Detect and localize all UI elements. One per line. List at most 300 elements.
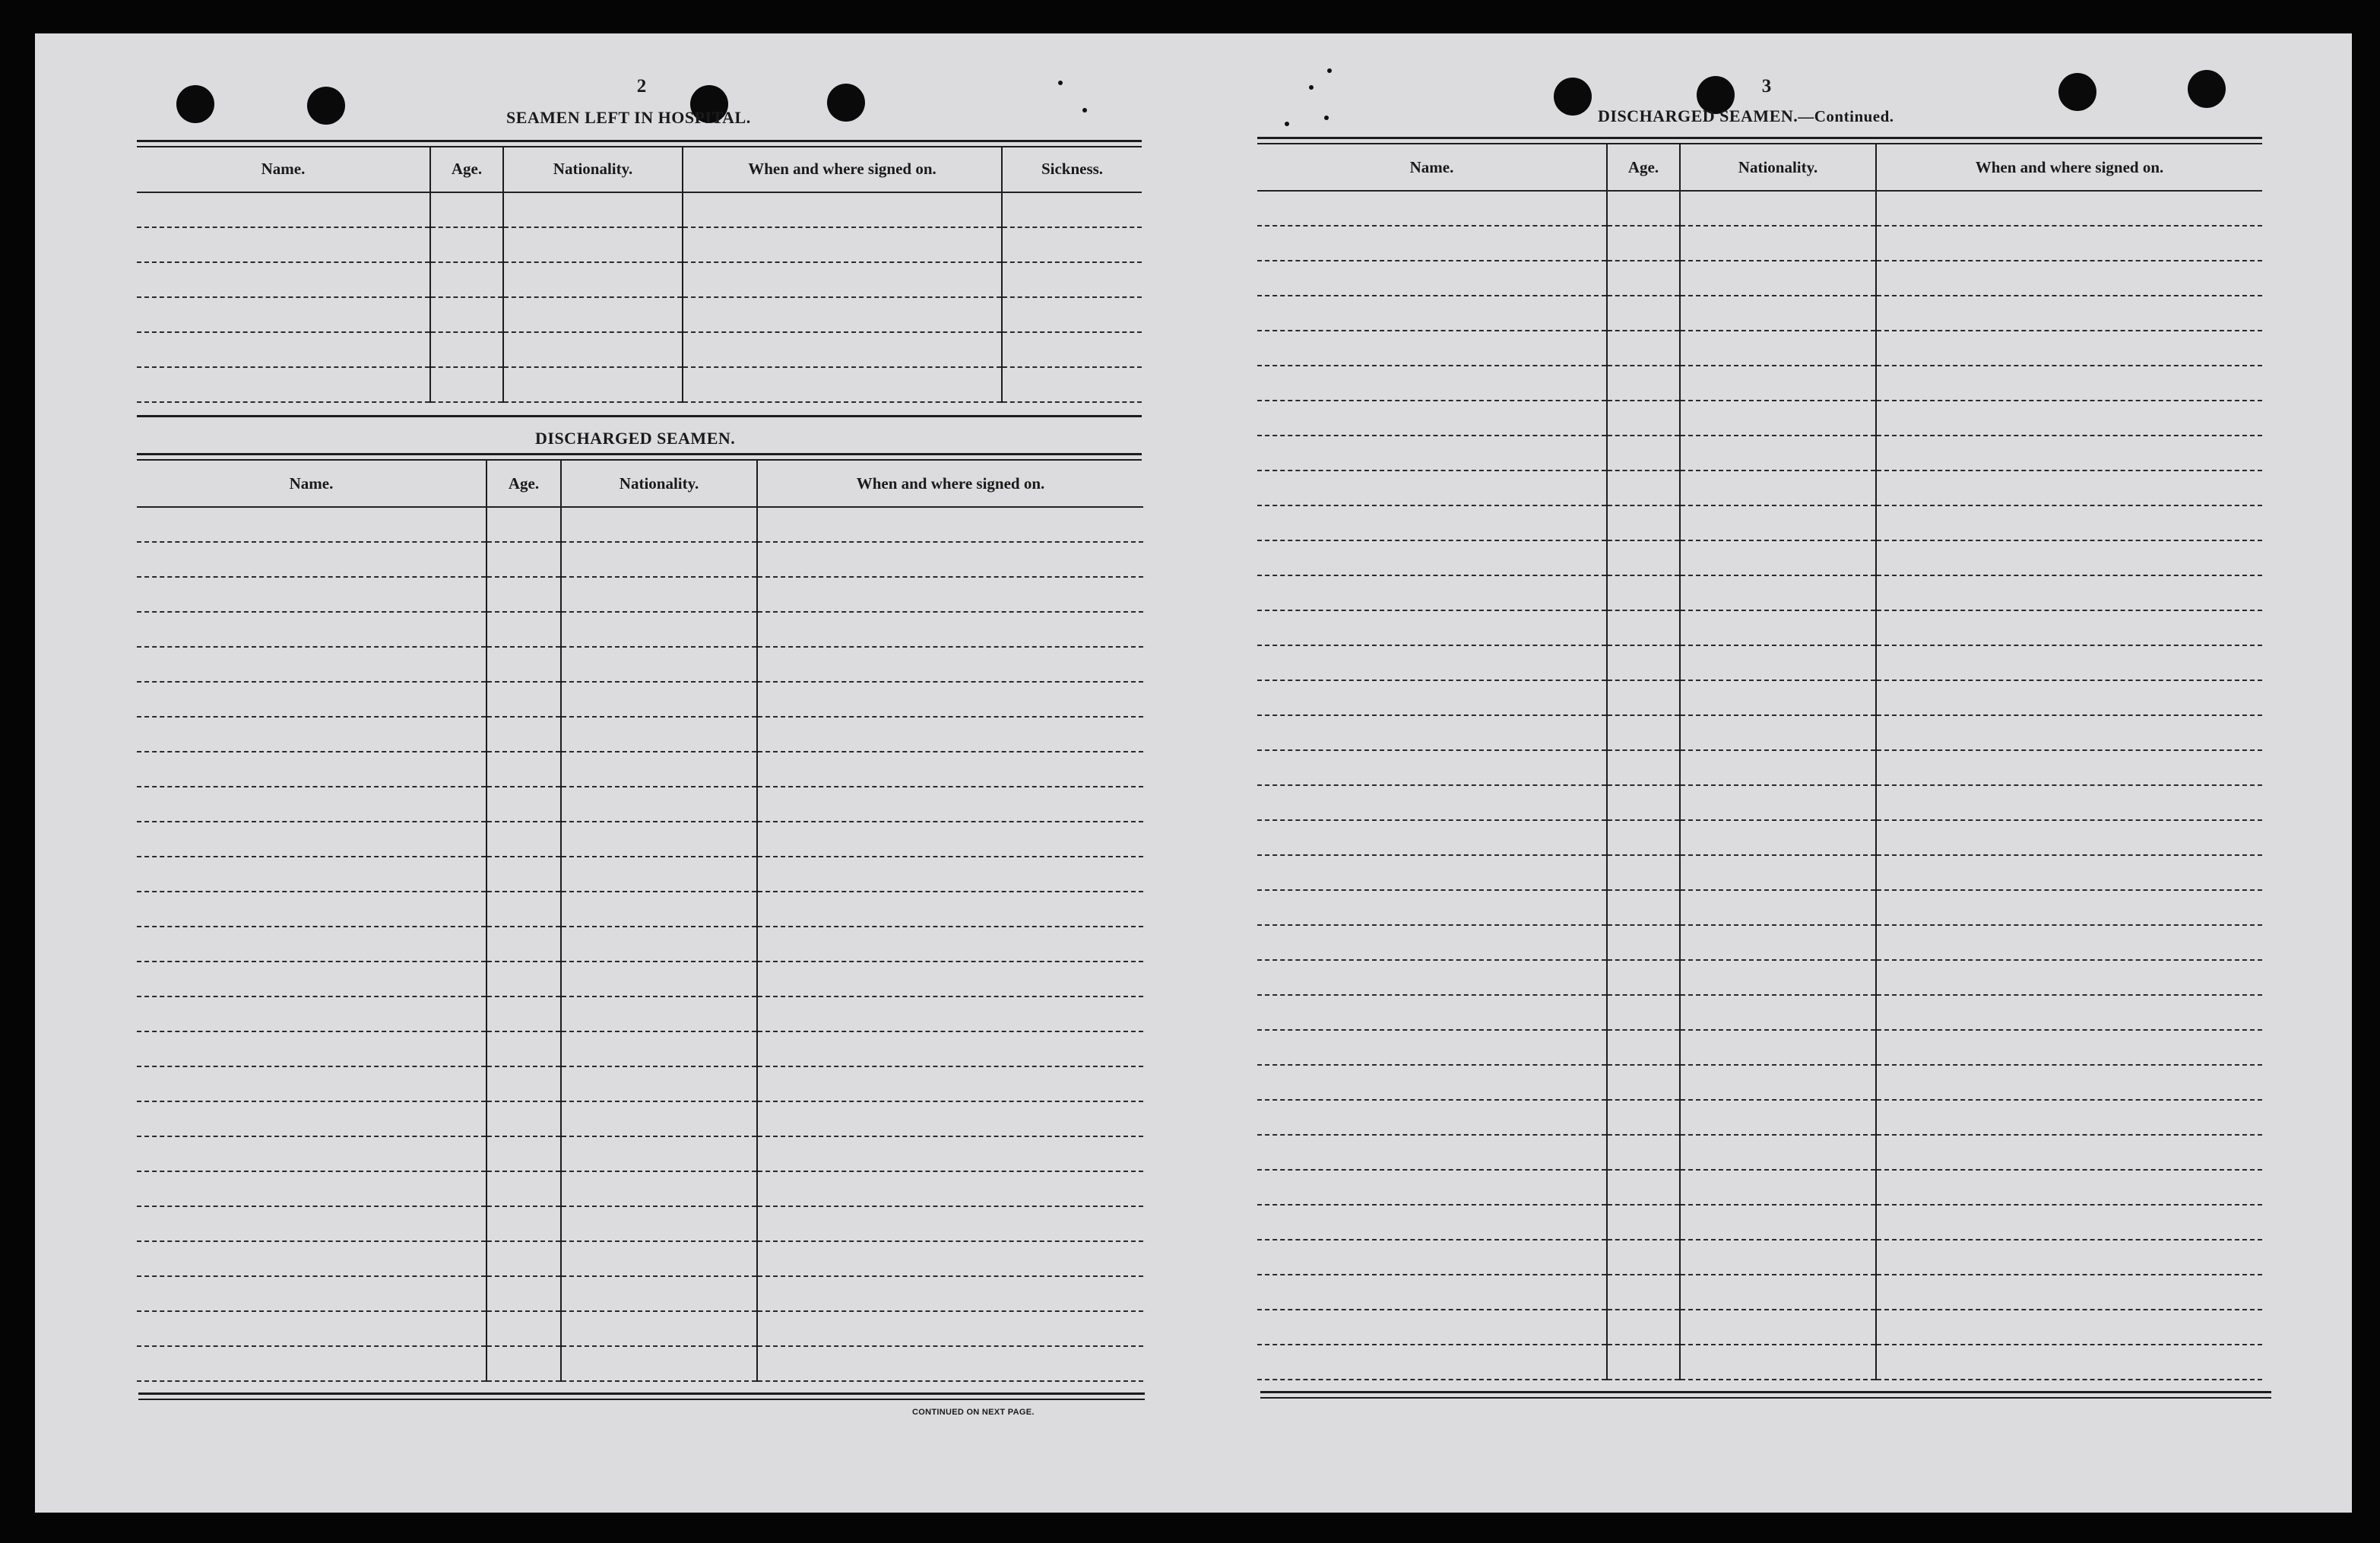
table-cell[interactable] [137, 927, 486, 962]
table-cell[interactable] [137, 542, 486, 577]
section-rule [137, 415, 1142, 417]
table-cell[interactable] [683, 332, 1002, 367]
table-cell[interactable] [1876, 925, 2262, 960]
continued-note: CONTINUED ON NEXT PAGE. [912, 1408, 1035, 1417]
table-cell[interactable] [137, 577, 486, 612]
table-cell[interactable] [561, 1241, 757, 1276]
table-cell[interactable] [1257, 645, 1607, 680]
table-cell[interactable] [1257, 715, 1607, 750]
table-cell[interactable] [1257, 960, 1607, 995]
table-cell[interactable] [503, 227, 683, 262]
punch-hole [176, 85, 214, 123]
table-cell[interactable] [561, 507, 757, 542]
table-cell[interactable] [1876, 1275, 2262, 1310]
table-cell[interactable] [503, 367, 683, 402]
table-row [1257, 191, 2262, 226]
table-cell[interactable] [486, 1206, 561, 1241]
column-header: Name. [1257, 144, 1607, 191]
table-cell[interactable] [1002, 192, 1142, 227]
table-cell[interactable] [561, 1171, 757, 1206]
table-cell[interactable] [1680, 1170, 1876, 1205]
table-cell[interactable] [1607, 1030, 1680, 1065]
table-row [1257, 1170, 2262, 1205]
table-cell[interactable] [137, 1276, 486, 1311]
table-cell[interactable] [1680, 610, 1876, 645]
table-cell[interactable] [486, 1346, 561, 1381]
table-cell[interactable] [137, 1346, 486, 1381]
table-cell[interactable] [1002, 332, 1142, 367]
table-cell[interactable] [561, 542, 757, 577]
table-cell[interactable] [1607, 505, 1680, 540]
table-cell[interactable] [1680, 1205, 1876, 1240]
table-cell[interactable] [1607, 226, 1680, 261]
table-cell[interactable] [1680, 366, 1876, 401]
table-cell[interactable] [1876, 855, 2262, 890]
table-cell[interactable] [1876, 540, 2262, 575]
table-cell[interactable] [561, 647, 757, 682]
table-cell[interactable] [1680, 505, 1876, 540]
table-cell[interactable] [757, 1136, 1143, 1171]
table-cell[interactable] [757, 647, 1143, 682]
table-cell[interactable] [503, 262, 683, 297]
table-cell[interactable] [561, 996, 757, 1031]
table-cell[interactable] [486, 542, 561, 577]
table-cell[interactable] [1680, 1065, 1876, 1100]
table-cell[interactable] [1680, 1030, 1876, 1065]
table-cell[interactable] [561, 822, 757, 857]
table-cell[interactable] [137, 192, 430, 227]
table-cell[interactable] [1257, 995, 1607, 1030]
table-cell[interactable] [757, 962, 1143, 996]
table-cell[interactable] [757, 1206, 1143, 1241]
table-cell[interactable] [137, 612, 486, 647]
table-cell[interactable] [757, 717, 1143, 752]
table-cell[interactable] [1257, 331, 1607, 366]
table-cell[interactable] [1607, 750, 1680, 785]
table-cell[interactable] [1257, 1240, 1607, 1275]
table-cell[interactable] [1876, 750, 2262, 785]
punch-hole [1554, 78, 1592, 116]
table-cell[interactable] [1680, 1240, 1876, 1275]
table-cell[interactable] [1680, 750, 1876, 785]
table-cell[interactable] [137, 367, 430, 402]
table-cell[interactable] [137, 1311, 486, 1346]
table-cell[interactable] [1607, 261, 1680, 296]
header-rule [1257, 137, 2262, 144]
table-cell[interactable] [486, 1241, 561, 1276]
table-cell[interactable] [137, 332, 430, 367]
table-cell[interactable] [486, 717, 561, 752]
table-cell[interactable] [757, 787, 1143, 822]
table-cell[interactable] [683, 297, 1002, 332]
table-cell[interactable] [430, 367, 503, 402]
table-cell[interactable] [137, 682, 486, 717]
table-cell[interactable] [1607, 820, 1680, 855]
table-cell[interactable] [486, 647, 561, 682]
table-cell[interactable] [1257, 540, 1607, 575]
table-cell[interactable] [1257, 680, 1607, 715]
table-cell[interactable] [561, 1066, 757, 1101]
table-cell[interactable] [1607, 296, 1680, 331]
table-cell[interactable] [1257, 1310, 1607, 1345]
table-cell[interactable] [757, 1276, 1143, 1311]
table-cell[interactable] [137, 752, 486, 787]
table-cell[interactable] [1680, 261, 1876, 296]
table-cell[interactable] [137, 1031, 486, 1066]
table-cell[interactable] [757, 612, 1143, 647]
table-cell[interactable] [561, 752, 757, 787]
table-cell[interactable] [757, 752, 1143, 787]
table-cell[interactable] [757, 892, 1143, 927]
table-cell[interactable] [561, 962, 757, 996]
table-cell[interactable] [1257, 191, 1607, 226]
table-cell[interactable] [1002, 227, 1142, 262]
table-cell[interactable] [757, 542, 1143, 577]
table-cell[interactable] [1680, 401, 1876, 436]
table-cell[interactable] [1257, 296, 1607, 331]
table-cell[interactable] [1680, 540, 1876, 575]
table-cell[interactable] [137, 822, 486, 857]
table-cell[interactable] [561, 1346, 757, 1381]
table-cell[interactable] [1876, 890, 2262, 925]
table-cell[interactable] [561, 1276, 757, 1311]
table-cell[interactable] [137, 787, 486, 822]
table-cell[interactable] [1876, 191, 2262, 226]
table-cell[interactable] [561, 1031, 757, 1066]
table-cell[interactable] [1680, 645, 1876, 680]
table-cell[interactable] [1257, 261, 1607, 296]
table-cell[interactable] [1876, 296, 2262, 331]
table-cell[interactable] [1607, 366, 1680, 401]
table-row [1257, 296, 2262, 331]
table-cell[interactable] [1257, 401, 1607, 436]
table-row [1257, 645, 2262, 680]
table-cell[interactable] [1876, 715, 2262, 750]
table-cell[interactable] [1257, 1135, 1607, 1170]
table-cell[interactable] [137, 262, 430, 297]
table-cell[interactable] [1607, 575, 1680, 610]
table-row [1257, 1030, 2262, 1065]
table-cell[interactable] [561, 717, 757, 752]
table-cell[interactable] [137, 1206, 486, 1241]
table-cell[interactable] [1876, 610, 2262, 645]
table-cell[interactable] [486, 996, 561, 1031]
table-cell[interactable] [561, 787, 757, 822]
table-cell[interactable] [1876, 1100, 2262, 1135]
table-cell[interactable] [561, 612, 757, 647]
table-row [137, 577, 1143, 612]
table-cell[interactable] [137, 857, 486, 892]
table-cell[interactable] [1257, 820, 1607, 855]
table-cell[interactable] [1680, 191, 1876, 226]
table-cell[interactable] [1257, 471, 1607, 505]
table-cell[interactable] [683, 262, 1002, 297]
table-cell[interactable] [1876, 1345, 2262, 1380]
table-cell[interactable] [486, 577, 561, 612]
table-cell[interactable] [683, 367, 1002, 402]
table-cell[interactable] [137, 962, 486, 996]
table-cell[interactable] [1257, 226, 1607, 261]
table-cell[interactable] [1257, 1065, 1607, 1100]
table-cell[interactable] [1876, 1030, 2262, 1065]
table-cell[interactable] [1257, 610, 1607, 645]
table-cell[interactable] [757, 1241, 1143, 1276]
table-cell[interactable] [1257, 925, 1607, 960]
table-cell[interactable] [1876, 366, 2262, 401]
table-cell[interactable] [1680, 1275, 1876, 1310]
table-cell[interactable] [137, 507, 486, 542]
table-cell[interactable] [1257, 1345, 1607, 1380]
table-cell[interactable] [1002, 297, 1142, 332]
table-cell[interactable] [1257, 1205, 1607, 1240]
table-cell[interactable] [1876, 436, 2262, 471]
table-cell[interactable] [1876, 785, 2262, 820]
table-cell[interactable] [757, 996, 1143, 1031]
table-cell[interactable] [1876, 331, 2262, 366]
table-row [1257, 261, 2262, 296]
table-cell[interactable] [1680, 1100, 1876, 1135]
table-cell[interactable] [137, 1101, 486, 1136]
table-cell[interactable] [430, 227, 503, 262]
table-row [137, 507, 1143, 542]
table-cell[interactable] [430, 297, 503, 332]
table-cell[interactable] [757, 1171, 1143, 1206]
table-cell[interactable] [1876, 1135, 2262, 1170]
table-cell[interactable] [1876, 1205, 2262, 1240]
table-cell[interactable] [1680, 1345, 1876, 1380]
table-cell[interactable] [1607, 1135, 1680, 1170]
table-row [1257, 1065, 2262, 1100]
table-cell[interactable] [561, 1101, 757, 1136]
table-cell[interactable] [430, 332, 503, 367]
table-cell[interactable] [503, 332, 683, 367]
table-cell[interactable] [1257, 575, 1607, 610]
table-cell[interactable] [486, 857, 561, 892]
table-cell[interactable] [137, 1136, 486, 1171]
table-cell[interactable] [757, 1066, 1143, 1101]
table-cell[interactable] [1607, 191, 1680, 226]
table-cell[interactable] [1876, 1065, 2262, 1100]
table-row [1257, 1310, 2262, 1345]
table-cell[interactable] [757, 857, 1143, 892]
table-cell[interactable] [1680, 715, 1876, 750]
table-cell[interactable] [137, 1241, 486, 1276]
table-cell[interactable] [1607, 645, 1680, 680]
table-cell[interactable] [1607, 540, 1680, 575]
table-cell[interactable] [1607, 1240, 1680, 1275]
table-cell[interactable] [486, 682, 561, 717]
table-cell[interactable] [757, 577, 1143, 612]
table-cell[interactable] [486, 892, 561, 927]
table-cell[interactable] [1607, 1065, 1680, 1100]
table-cell[interactable] [486, 1066, 561, 1101]
table-cell[interactable] [486, 927, 561, 962]
table-cell[interactable] [1257, 436, 1607, 471]
table-cell[interactable] [137, 996, 486, 1031]
table-cell[interactable] [1607, 610, 1680, 645]
table-cell[interactable] [486, 962, 561, 996]
table-row [137, 787, 1143, 822]
table-row [137, 682, 1143, 717]
table-cell[interactable] [430, 192, 503, 227]
table-cell[interactable] [1607, 890, 1680, 925]
table-cell[interactable] [1607, 1310, 1680, 1345]
table-cell[interactable] [1607, 855, 1680, 890]
table-cell[interactable] [1607, 471, 1680, 505]
table-cell[interactable] [1607, 715, 1680, 750]
column-header: Age. [1607, 144, 1680, 191]
table-cell[interactable] [1257, 366, 1607, 401]
table-row [137, 367, 1142, 402]
table-cell[interactable] [1680, 925, 1876, 960]
table-row [1257, 680, 2262, 715]
table-cell[interactable] [1257, 505, 1607, 540]
table-cell[interactable] [1607, 960, 1680, 995]
table-cell[interactable] [1876, 261, 2262, 296]
table-cell[interactable] [561, 927, 757, 962]
table-cell[interactable] [137, 717, 486, 752]
table-cell[interactable] [137, 647, 486, 682]
table-cell[interactable] [1876, 960, 2262, 995]
table-cell[interactable] [1876, 1310, 2262, 1345]
table-cell[interactable] [1680, 471, 1876, 505]
table-cell[interactable] [486, 1136, 561, 1171]
table-cell[interactable] [137, 892, 486, 927]
table-cell[interactable] [1876, 680, 2262, 715]
table-cell[interactable] [1680, 995, 1876, 1030]
table-cell[interactable] [757, 682, 1143, 717]
table-cell[interactable] [430, 262, 503, 297]
table-cell[interactable] [486, 1171, 561, 1206]
table-cell[interactable] [757, 1311, 1143, 1346]
table-cell[interactable] [1680, 575, 1876, 610]
table-row [137, 1241, 1143, 1276]
table-cell[interactable] [683, 227, 1002, 262]
table-cell[interactable] [1607, 1345, 1680, 1380]
table-cell[interactable] [1680, 1135, 1876, 1170]
table-cell[interactable] [137, 1066, 486, 1101]
table-cell[interactable] [137, 1171, 486, 1206]
punch-hole [2058, 73, 2096, 111]
table-cell[interactable] [561, 892, 757, 927]
table-cell[interactable] [1002, 262, 1142, 297]
table-cell[interactable] [561, 857, 757, 892]
table-cell[interactable] [1607, 436, 1680, 471]
table-cell[interactable] [1002, 367, 1142, 402]
table-cell[interactable] [1876, 1170, 2262, 1205]
table-cell[interactable] [486, 752, 561, 787]
table-cell[interactable] [1680, 890, 1876, 925]
table-cell[interactable] [1607, 331, 1680, 366]
table-cell[interactable] [757, 822, 1143, 857]
table-cell[interactable] [561, 1311, 757, 1346]
table-cell[interactable] [561, 577, 757, 612]
table-cell[interactable] [1607, 995, 1680, 1030]
table-cell[interactable] [1257, 1100, 1607, 1135]
table-cell[interactable] [137, 227, 430, 262]
table-cell[interactable] [1607, 1275, 1680, 1310]
table-cell[interactable] [486, 507, 561, 542]
table-cell[interactable] [757, 1101, 1143, 1136]
table-cell[interactable] [1680, 680, 1876, 715]
table-cell[interactable] [1607, 1205, 1680, 1240]
table-cell[interactable] [486, 822, 561, 857]
table-cell[interactable] [757, 1346, 1143, 1381]
table-cell[interactable] [486, 787, 561, 822]
table-cell[interactable] [1680, 820, 1876, 855]
table-cell[interactable] [1257, 785, 1607, 820]
table-cell[interactable] [1680, 1310, 1876, 1345]
table-cell[interactable] [486, 612, 561, 647]
table-cell[interactable] [1876, 820, 2262, 855]
table-cell[interactable] [683, 192, 1002, 227]
table-cell[interactable] [486, 1311, 561, 1346]
table-cell[interactable] [1607, 401, 1680, 436]
table-row [1257, 1205, 2262, 1240]
table-cell[interactable] [1257, 1275, 1607, 1310]
discharged-continued-title [1598, 106, 1894, 126]
table-cell[interactable] [1257, 890, 1607, 925]
ink-speck [1285, 122, 1289, 126]
table-row [1257, 1240, 2262, 1275]
table-cell[interactable] [486, 1101, 561, 1136]
table-cell[interactable] [561, 1206, 757, 1241]
table-cell[interactable] [1876, 995, 2262, 1030]
table-cell[interactable] [1607, 680, 1680, 715]
table-cell[interactable] [1607, 1100, 1680, 1135]
table-cell[interactable] [1607, 1170, 1680, 1205]
table-row [1257, 1100, 2262, 1135]
table-row [137, 612, 1143, 647]
table-cell[interactable] [486, 1031, 561, 1066]
table-cell[interactable] [1680, 331, 1876, 366]
table-cell[interactable] [757, 507, 1143, 542]
punch-hole [307, 87, 345, 125]
table-cell[interactable] [1876, 505, 2262, 540]
table-cell[interactable] [1257, 1030, 1607, 1065]
table-cell[interactable] [561, 1136, 757, 1171]
table-cell[interactable] [1607, 785, 1680, 820]
table-cell[interactable] [1876, 401, 2262, 436]
table-cell[interactable] [486, 1276, 561, 1311]
table-row [1257, 960, 2262, 995]
table-cell[interactable] [1680, 785, 1876, 820]
table-cell[interactable] [1876, 1240, 2262, 1275]
table-cell[interactable] [1607, 925, 1680, 960]
table-cell[interactable] [1876, 575, 2262, 610]
table-cell[interactable] [1257, 750, 1607, 785]
table-row [1257, 610, 2262, 645]
table-cell[interactable] [137, 297, 430, 332]
table-cell[interactable] [1876, 645, 2262, 680]
table-cell[interactable] [1680, 960, 1876, 995]
table-row [1257, 785, 2262, 820]
table-cell[interactable] [1680, 436, 1876, 471]
table-cell[interactable] [757, 927, 1143, 962]
discharged-section-title: DISCHARGED SEAMEN. [535, 429, 736, 448]
table-cell[interactable] [757, 1031, 1143, 1066]
table-cell[interactable] [1257, 1170, 1607, 1205]
table-cell[interactable] [1680, 296, 1876, 331]
table-cell[interactable] [1876, 471, 2262, 505]
table-cell[interactable] [503, 192, 683, 227]
table-cell[interactable] [1680, 226, 1876, 261]
table-cell[interactable] [503, 297, 683, 332]
table-cell[interactable] [1680, 855, 1876, 890]
table-cell[interactable] [1257, 855, 1607, 890]
table-cell[interactable] [1876, 226, 2262, 261]
table-cell[interactable] [561, 682, 757, 717]
